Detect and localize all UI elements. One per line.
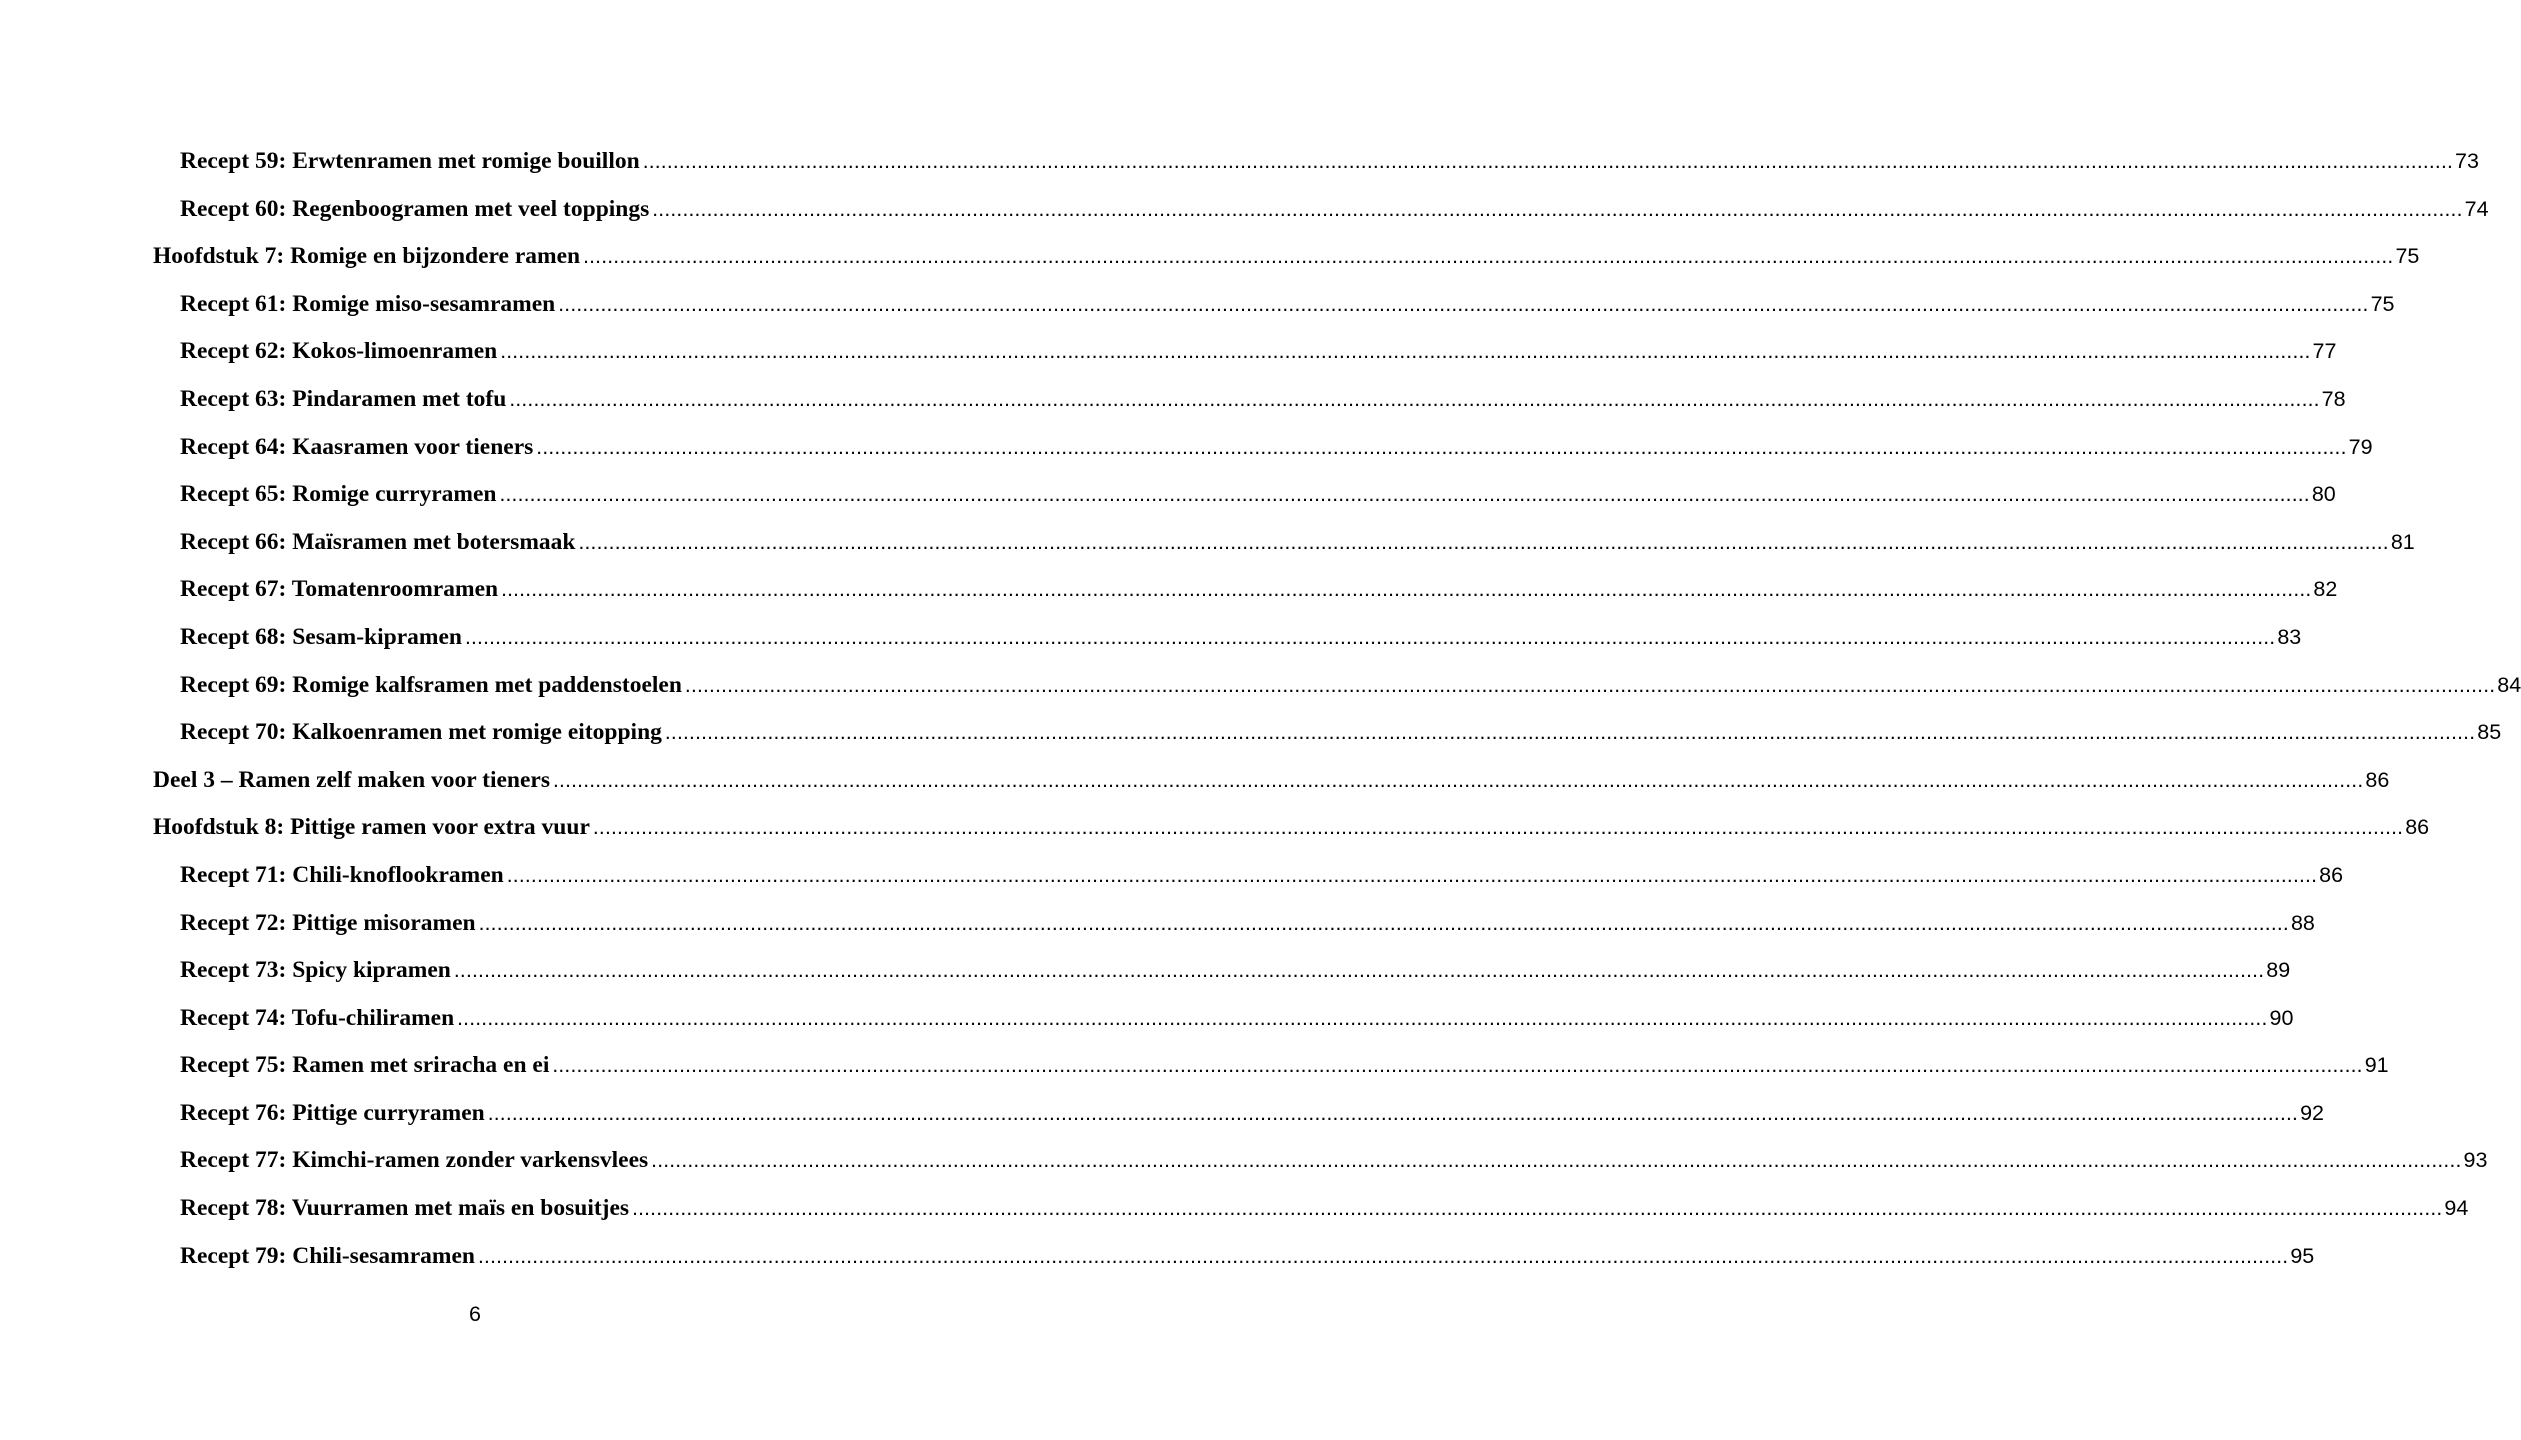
toc-entry-title: Recept 72: Pittige misoramen — [180, 909, 476, 936]
toc-entry-recipe — [153, 1147, 2488, 1195]
toc-entry-title: Recept 68: Sesam-kipramen — [180, 623, 462, 650]
toc-entry-page: 79 — [2348, 434, 2373, 459]
toc-entry-page: 80 — [2311, 482, 2336, 507]
toc-entry-recipe — [153, 909, 2315, 958]
toc-leader-dots: ............................................................................................................................................................................................................................................................................................................ — [552, 1054, 2363, 1078]
toc-entry-recipe — [153, 1099, 2324, 1148]
toc-entry-recipe — [153, 957, 2291, 1005]
toc-leader-dots: ............................................................................................................................................................................................................................................................................................................ — [583, 245, 2394, 269]
toc-leader-dots: ............................................................................................................................................................................................................................................................................................................ — [499, 483, 2310, 507]
toc-leader-dots: ............................................................................................................................................................................................................................................................................................................ — [500, 340, 2311, 364]
toc-entry-title: Recept 73: Spicy kipramen — [180, 957, 451, 984]
toc-leader-dots: ............................................................................................................................................................................................................................................................................................................ — [632, 1197, 2443, 1221]
toc-leader-dots: ............................................................................................................................................................................................................................................................................................................ — [536, 435, 2347, 459]
toc-leader-dots: ............................................................................................................................................................................................................................................................................................................ — [684, 673, 2496, 697]
toc-entry-recipe — [153, 290, 2395, 339]
toc-entry-title: Recept 67: Tomatenroomramen — [180, 576, 499, 603]
toc-entry-page: 82 — [2313, 577, 2338, 602]
toc-entry-recipe — [153, 385, 2346, 434]
toc-entry-page: 81 — [2390, 529, 2415, 554]
toc-entry-section — [153, 814, 2430, 862]
toc-entry-recipe — [153, 195, 2489, 244]
toc-leader-dots: ............................................................................................................................................................................................................................................................................................................ — [506, 863, 2318, 887]
toc-entry-recipe — [153, 623, 2302, 672]
toc-entry-title: Recept 61: Romige miso-sesamramen — [180, 290, 556, 317]
toc-entry-title: Recept 63: Pindaramen met tofu — [180, 385, 507, 412]
toc-entry-page: 93 — [2463, 1148, 2488, 1173]
toc-entry-recipe — [153, 338, 2337, 386]
toc-entry-page: 89 — [2266, 958, 2291, 983]
toc-entry-page: 86 — [2365, 767, 2390, 792]
toc-entry-title: Recept 59: Erwtenramen met romige bouillon — [180, 148, 640, 174]
toc-leader-dots: ............................................................................................................................................................................................................................................................................................................ — [592, 816, 2404, 840]
toc-entry-recipe — [153, 1242, 2315, 1291]
toc-entry-title: Recept 78: Vuurramen met maïs en bosuitjes — [180, 1195, 630, 1222]
toc-leader-dots: ............................................................................................................................................................................................................................................................................................................ — [478, 1244, 2289, 1268]
toc-entry-section — [153, 766, 2390, 815]
toc-leader-dots: ............................................................................................................................................................................................................................................................................................................ — [509, 387, 2320, 411]
toc-entry-page: 84 — [2497, 672, 2521, 697]
toc-entry-recipe — [153, 1052, 2389, 1100]
toc-leader-dots: ............................................................................................................................................................................................................................................................................................................ — [642, 150, 2454, 173]
toc-leader-dots: ............................................................................................................................................................................................................................................................................................................ — [652, 197, 2463, 221]
toc-entry-page: 77 — [2312, 339, 2337, 364]
toc-entry-title: Recept 64: Kaasramen voor tieners — [180, 433, 534, 460]
toc-entry-recipe — [153, 528, 2415, 577]
toc-entry-page: 75 — [2370, 291, 2395, 316]
toc-leader-dots: ............................................................................................................................................................................................................................................................................................................ — [487, 1101, 2299, 1125]
toc-leader-dots: ............................................................................................................................................................................................................................................................................................................ — [464, 625, 2276, 649]
toc-entry-recipe — [153, 719, 2502, 767]
toc-entry-title: Recept 79: Chili-sesamramen — [180, 1242, 475, 1269]
toc-entry-page: 75 — [2395, 244, 2420, 269]
toc-leader-dots: ............................................................................................................................................................................................................................................................................................................ — [457, 1006, 2268, 1030]
page-number: 6 — [469, 1302, 481, 1326]
toc-entry-title: Hoofdstuk 8: Pittige ramen voor extra vuur — [153, 814, 590, 841]
toc-entry-page: 86 — [2319, 862, 2344, 887]
toc-entry-title: Recept 70: Kalkoenramen met romige eitopping — [180, 719, 662, 746]
toc-entry-title: Recept 66: Maïsramen met botersmaak — [180, 528, 576, 555]
toc-entry-page: 92 — [2300, 1100, 2324, 1125]
toc-leader-dots: ............................................................................................................................................................................................................................................................................................................ — [578, 530, 2389, 554]
toc-entry-title: Recept 75: Ramen met sriracha en ei — [180, 1052, 550, 1079]
toc-entry-page: 73 — [2455, 149, 2479, 173]
toc-entry-recipe — [153, 481, 2336, 529]
toc-leader-dots: ............................................................................................................................................................................................................................................................................................................ — [501, 578, 2312, 602]
toc-leader-dots: ............................................................................................................................................................................................................................................................................................................ — [558, 292, 2369, 316]
toc-entry-title: Recept 62: Kokos-limoenramen — [180, 338, 498, 365]
toc-entry-page: 83 — [2277, 624, 2302, 649]
toc-entry-page: 88 — [2290, 910, 2315, 935]
toc-entry-recipe — [153, 576, 2338, 624]
toc-entry-page: 85 — [2477, 720, 2502, 745]
toc-leader-dots: ............................................................................................................................................................................................................................................................................................................ — [651, 1149, 2462, 1173]
toc-entry-title: Recept 77: Kimchi-ramen zonder varkensvlees — [180, 1147, 649, 1174]
toc-entry-page: 90 — [2269, 1005, 2294, 1030]
toc-entry-page: 95 — [2290, 1243, 2315, 1268]
toc-leader-dots: ............................................................................................................................................................................................................................................................................................................ — [478, 911, 2289, 935]
toc-entry-title: Recept 76: Pittige curryramen — [180, 1099, 485, 1126]
toc-entry-recipe — [153, 1195, 2469, 1243]
toc-entry-title: Recept 65: Romige curryramen — [180, 481, 497, 508]
toc-entry-page: 86 — [2405, 815, 2430, 840]
toc-entry-title: Hoofdstuk 7: Romige en bijzondere ramen — [153, 243, 581, 270]
toc-entry-recipe — [153, 1004, 2294, 1053]
toc-entry-recipe — [153, 671, 2521, 720]
toc-leader-dots: ............................................................................................................................................................................................................................................................................................................ — [453, 959, 2265, 983]
toc-entry-title: Deel 3 – Ramen zelf maken voor tieners — [153, 766, 551, 793]
toc-entry-page: 91 — [2364, 1053, 2389, 1078]
toc-entry-recipe — [153, 148, 2479, 196]
table-of-contents — [153, 148, 2521, 1290]
toc-entry-title: Recept 74: Tofu-chiliramen — [180, 1004, 455, 1031]
toc-leader-dots: ............................................................................................................................................................................................................................................................................................................ — [553, 768, 2364, 792]
toc-entry-recipe — [153, 861, 2344, 910]
toc-entry-title: Recept 71: Chili-knoflookramen — [180, 861, 504, 888]
toc-entry-page: 94 — [2444, 1196, 2469, 1221]
toc-entry-page: 78 — [2321, 386, 2346, 411]
toc-entry-section — [153, 243, 2420, 291]
toc-entry-recipe — [153, 433, 2373, 482]
toc-entry-title: Recept 60: Regenboogramen met veel toppings — [180, 195, 650, 222]
toc-leader-dots: ............................................................................................................................................................................................................................................................................................................ — [664, 721, 2476, 745]
toc-entry-title: Recept 69: Romige kalfsramen met paddenstoelen — [180, 671, 682, 698]
toc-entry-page: 74 — [2464, 196, 2489, 221]
